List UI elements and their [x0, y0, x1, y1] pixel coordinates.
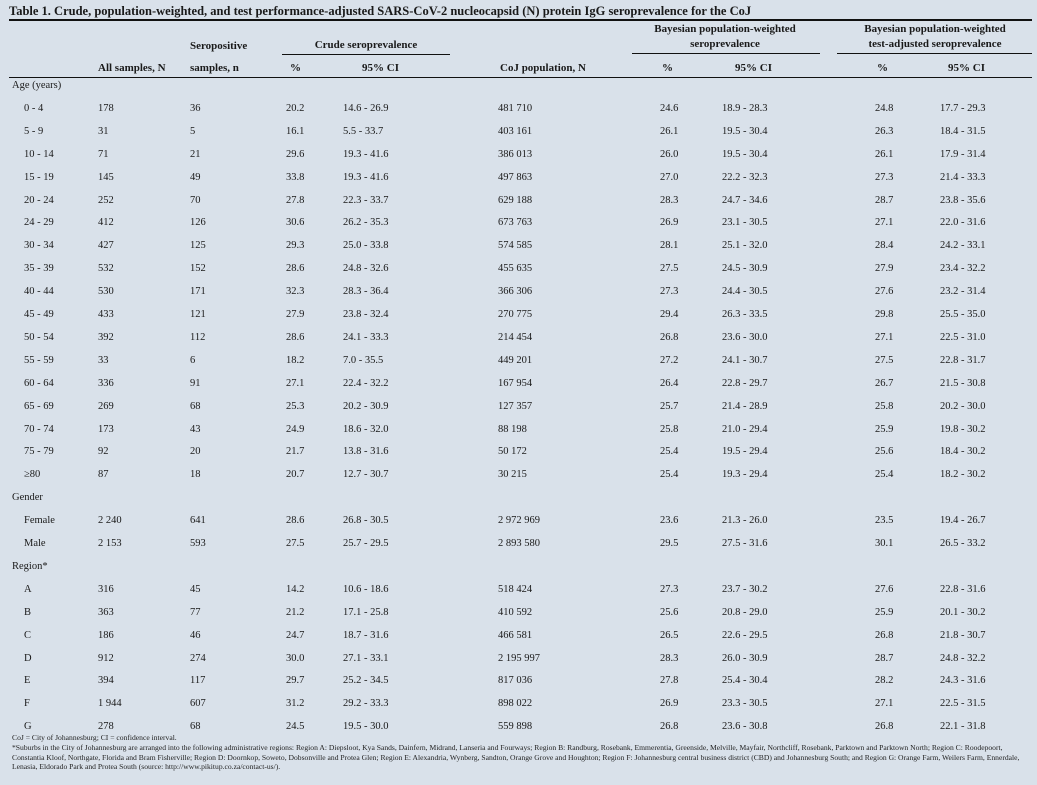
row-label-cell: 20 - 24	[24, 194, 54, 206]
bayes-pct-cell: 25.4	[660, 469, 679, 481]
crude-pct-cell: 24.5	[286, 721, 305, 733]
bayes-ci-cell: 23.3 - 30.5	[722, 698, 768, 710]
coj-population-cell: 270 775	[498, 309, 533, 320]
coj-population-cell: 2 195 997	[498, 652, 540, 664]
crude-ci-cell: 22.3 - 33.7	[343, 194, 389, 206]
bayes-ci-cell: 26.0 - 30.9	[722, 652, 768, 664]
adjusted-pct-cell: 25.8	[875, 400, 894, 412]
crude-ci-cell: 29.2 - 33.3	[343, 698, 389, 710]
adjusted-pct-cell: 28.7	[875, 652, 894, 664]
crude-ci-cell: 23.8 - 32.4	[343, 309, 389, 320]
coj-population-cell: 167 954	[498, 377, 533, 389]
adjusted-ci-cell: 17.7 - 29.3	[940, 102, 986, 114]
bayes-ci-cell: 20.8 - 29.0	[722, 606, 768, 618]
adjusted-pct-cell: 27.1	[875, 331, 894, 343]
bayes-pct-cell: 26.8	[660, 331, 679, 343]
coj-population-cell: 817 036	[498, 675, 533, 687]
seropositive-cell: 5	[190, 125, 196, 137]
coj-population-cell: 50 172	[498, 446, 527, 458]
adjusted-pct-cell: 25.9	[875, 423, 894, 435]
seropositive-cell: 607	[190, 698, 206, 710]
all-samples-cell: 173	[98, 423, 114, 435]
adjusted-ci-cell: 18.2 - 30.2	[940, 469, 986, 481]
crude-pct-cell: 29.7	[286, 675, 305, 687]
bayes-pct-cell: 25.8	[660, 423, 679, 435]
bayes-ci-cell: 24.5 - 30.9	[722, 263, 768, 275]
seropositive-cell: 641	[190, 515, 206, 527]
all-samples-cell: 252	[98, 194, 114, 206]
all-samples-cell: 71	[98, 148, 109, 160]
adjusted-ci-cell: 24.8 - 32.2	[940, 652, 986, 664]
adjusted-pct-cell: 25.6	[875, 446, 894, 458]
bayes-pct-cell: 25.7	[660, 400, 679, 412]
adjusted-ci-cell: 18.4 - 31.5	[940, 125, 986, 137]
crude-ci-cell: 19.3 - 41.6	[343, 148, 389, 160]
seropositive-cell: 68	[190, 721, 201, 733]
seropositive-cell: 91	[190, 377, 201, 389]
all-samples-cell: 392	[98, 331, 114, 343]
all-samples-cell: 336	[98, 377, 114, 389]
coj-population-cell: 2 893 580	[498, 538, 540, 549]
coj-population-cell: 410 592	[498, 606, 533, 618]
row-label-cell: G	[24, 721, 32, 733]
row-label-cell: 30 - 34	[24, 240, 54, 252]
all-samples-cell: 912	[98, 652, 114, 664]
row-label-cell: 40 - 44	[24, 286, 54, 298]
adjusted-pct-cell: 26.7	[875, 377, 894, 389]
bayes-ci-cell: 24.1 - 30.7	[722, 354, 768, 366]
adjusted-ci-cell: 23.8 - 35.6	[940, 194, 986, 206]
bayes-ci-cell: 21.4 - 28.9	[722, 400, 768, 412]
crude-pct-cell: 18.2	[286, 354, 305, 366]
seropositive-cell: 21	[190, 148, 201, 160]
bayes-pct-cell: 26.9	[660, 698, 679, 710]
all-samples-cell: 87	[98, 469, 109, 481]
crude-ci-cell: 26.8 - 30.5	[343, 515, 389, 527]
header-crude-ci: 95% CI	[362, 62, 399, 74]
coj-population-cell: 481 710	[498, 102, 533, 114]
bayes-pct-cell: 26.8	[660, 721, 679, 733]
table-title: Table 1. Crude, population-weighted, and test performance-adjusted SARS-CoV-2 nucleocapsid (N) protein IgG seroprevalence for the CoJ	[9, 4, 752, 18]
bayes-pct-cell: 29.5	[660, 538, 679, 549]
crude-pct-cell: 32.3	[286, 286, 305, 298]
coj-population-cell: 518 424	[498, 583, 533, 595]
crude-pct-cell: 28.6	[286, 331, 305, 343]
crude-pct-cell: 27.1	[286, 377, 305, 389]
crude-ci-cell: 20.2 - 30.9	[343, 400, 389, 412]
seropositive-cell: 117	[190, 675, 206, 687]
all-samples-cell: 145	[98, 171, 114, 183]
header-bayes-pct: %	[662, 62, 673, 74]
bayes-pct-cell: 26.4	[660, 377, 679, 389]
adjusted-pct-cell: 26.8	[875, 629, 894, 641]
adjusted-ci-cell: 24.2 - 33.1	[940, 240, 986, 252]
row-label-cell: 24 - 29	[24, 217, 54, 229]
crude-ci-cell: 7.0 - 35.5	[343, 354, 384, 366]
adjusted-ci-cell: 22.8 - 31.6	[940, 583, 986, 595]
bayes-ci-cell: 24.4 - 30.5	[722, 286, 768, 298]
adjusted-pct-cell: 28.7	[875, 194, 894, 206]
crude-ci-cell: 13.8 - 31.6	[343, 446, 389, 458]
all-samples-cell: 269	[98, 400, 114, 412]
crude-pct-cell: 30.0	[286, 652, 305, 664]
header-adjusted-ci: 95% CI	[948, 62, 985, 74]
section-heading: Gender	[12, 492, 43, 504]
crude-pct-cell: 30.6	[286, 217, 305, 229]
adjusted-ci-cell: 22.5 - 31.5	[940, 698, 986, 710]
row-label-cell: A	[24, 583, 32, 595]
footnote-abbreviations: CoJ = City of Johannesburg; CI = confidence interval.	[12, 733, 177, 742]
crude-pct-cell: 28.6	[286, 515, 305, 527]
bayes-pct-cell: 23.6	[660, 515, 679, 527]
seropositive-cell: 20	[190, 446, 201, 458]
coj-population-cell: 497 863	[498, 171, 533, 183]
all-samples-cell: 316	[98, 583, 114, 595]
crude-pct-cell: 21.2	[286, 606, 305, 618]
header-adjusted-group-line2: test-adjusted seroprevalence	[868, 38, 1002, 50]
crude-ci-cell: 24.1 - 33.3	[343, 331, 389, 343]
all-samples-cell: 2 240	[98, 515, 122, 527]
bayes-pct-cell: 29.4	[660, 309, 679, 320]
adjusted-ci-cell: 22.0 - 31.6	[940, 217, 986, 229]
seropositive-cell: 171	[190, 286, 206, 298]
seropositive-cell: 126	[190, 217, 206, 229]
coj-population-cell: 214 454	[498, 331, 533, 343]
adjusted-pct-cell: 26.3	[875, 125, 894, 137]
coj-population-cell: 673 763	[498, 217, 533, 229]
adjusted-ci-cell: 17.9 - 31.4	[940, 148, 986, 160]
bayes-pct-cell: 27.0	[660, 171, 679, 183]
coj-population-cell: 574 585	[498, 240, 533, 252]
bayes-ci-cell: 18.9 - 28.3	[722, 102, 768, 114]
coj-population-cell: 455 635	[498, 263, 533, 275]
crude-pct-cell: 16.1	[286, 125, 305, 137]
bayes-ci-cell: 23.7 - 30.2	[722, 583, 768, 595]
bayes-ci-cell: 23.6 - 30.8	[722, 721, 768, 733]
bayes-ci-cell: 26.3 - 33.5	[722, 309, 768, 320]
header-crude-group: Crude seroprevalence	[314, 39, 418, 51]
header-bayes-group-line1: Bayesian population-weighted	[654, 23, 796, 35]
bayes-ci-cell: 19.3 - 29.4	[722, 469, 768, 481]
adjusted-ci-cell: 22.5 - 31.0	[940, 331, 986, 343]
bayes-pct-cell: 24.6	[660, 102, 679, 114]
row-label-cell: 0 - 4	[24, 102, 44, 114]
adjusted-ci-cell: 19.4 - 26.7	[940, 515, 986, 527]
adjusted-ci-cell: 19.8 - 30.2	[940, 423, 986, 435]
header-crude-pct: %	[290, 62, 301, 74]
crude-pct-cell: 27.5	[286, 538, 305, 549]
coj-population-cell: 30 215	[498, 469, 527, 481]
row-label-cell: ≥80	[24, 469, 41, 481]
coj-population-cell: 559 898	[498, 721, 533, 733]
crude-pct-cell: 24.9	[286, 423, 305, 435]
coj-population-cell: 366 306	[498, 286, 533, 298]
bayes-pct-cell: 27.8	[660, 675, 679, 687]
bayes-pct-cell: 28.3	[660, 194, 679, 206]
bayes-pct-cell: 26.0	[660, 148, 679, 160]
adjusted-pct-cell: 28.2	[875, 675, 894, 687]
seropositive-cell: 45	[190, 583, 201, 595]
seropositive-cell: 77	[190, 606, 201, 618]
crude-ci-cell: 28.3 - 36.4	[343, 286, 389, 298]
adjusted-ci-cell: 21.5 - 30.8	[940, 377, 986, 389]
crude-ci-cell: 25.0 - 33.8	[343, 240, 389, 252]
crude-ci-cell: 18.7 - 31.6	[343, 629, 389, 641]
header-seropositive-line2: samples, n	[190, 62, 239, 74]
bayes-pct-cell: 28.3	[660, 652, 679, 664]
bayes-ci-cell: 23.6 - 30.0	[722, 331, 768, 343]
bayes-pct-cell: 25.4	[660, 446, 679, 458]
header-bayes-group-line2: seroprevalence	[690, 38, 760, 50]
bayes-ci-cell: 25.1 - 32.0	[722, 240, 768, 252]
adjusted-group-rule	[837, 53, 1032, 54]
seropositive-cell: 49	[190, 171, 201, 183]
crude-pct-cell: 20.7	[286, 469, 305, 481]
adjusted-ci-cell: 21.8 - 30.7	[940, 629, 986, 641]
row-label-cell: Female	[24, 515, 55, 527]
crude-pct-cell: 14.2	[286, 583, 305, 595]
seropositive-cell: 125	[190, 240, 206, 252]
adjusted-ci-cell: 21.4 - 33.3	[940, 171, 986, 183]
seropositive-cell: 43	[190, 423, 201, 435]
header-seropositive-line1: Seropositive	[190, 40, 248, 52]
adjusted-pct-cell: 27.5	[875, 354, 894, 366]
adjusted-ci-cell: 23.2 - 31.4	[940, 286, 986, 298]
crude-ci-cell: 10.6 - 18.6	[343, 583, 389, 595]
crude-ci-cell: 27.1 - 33.1	[343, 652, 389, 664]
adjusted-ci-cell: 20.1 - 30.2	[940, 606, 986, 618]
bayes-pct-cell: 27.5	[660, 263, 679, 275]
coj-population-cell: 2 972 969	[498, 515, 540, 527]
row-label-cell: 50 - 54	[24, 331, 54, 343]
crude-ci-cell: 25.7 - 29.5	[343, 538, 389, 549]
bayes-group-rule	[632, 53, 820, 54]
bayes-ci-cell: 19.5 - 30.4	[722, 125, 768, 137]
bayes-pct-cell: 26.9	[660, 217, 679, 229]
all-samples-cell: 178	[98, 102, 114, 114]
all-samples-cell: 433	[98, 309, 114, 320]
crude-pct-cell: 29.6	[286, 148, 305, 160]
coj-population-cell: 403 161	[498, 125, 533, 137]
row-label-cell: 70 - 74	[24, 423, 54, 435]
adjusted-pct-cell: 23.5	[875, 515, 894, 527]
footnote-regions: *Suburbs in the City of Johannesburg are arranged into the following administrative regions: Region A: Diepsloot, Kya Sands, Dainfern, Midrand, Lanseria and Fourways; Region B: Randburg, Rosebank, Emmerentia, Greenside, Melville, Mayfair, Northcliff, Rosebank, Parktown and Parktown North; Region C: Roodepoort, Constantia Kloof, Northgate, Florida and Bram Fisherville; Region D: Doornkop, Soweto, Dobsonville and Protea Glen; Region E: Alexandria, Wynberg, Sandton, Orange Grove and Houghton; Region F: Johannesburg central business district (CBD) and Johannesburg South; and Region G: Orange Farm, Weilers Farm, Ennerdale, Lenasia, Eldorado Park and Protea South (source: http://www.pikitup.co.za/contact-us/).	[12, 743, 1020, 772]
seropositive-cell: 6	[190, 354, 196, 366]
adjusted-ci-cell: 23.4 - 32.2	[940, 263, 986, 275]
crude-ci-cell: 19.3 - 41.6	[343, 171, 389, 183]
adjusted-ci-cell: 24.3 - 31.6	[940, 675, 986, 687]
row-label-cell: 10 - 14	[24, 148, 54, 160]
seropositive-cell: 70	[190, 194, 201, 206]
all-samples-cell: 412	[98, 217, 114, 229]
adjusted-ci-cell: 22.1 - 31.8	[940, 721, 986, 733]
seropositive-cell: 36	[190, 102, 201, 114]
bayes-pct-cell: 28.1	[660, 240, 679, 252]
adjusted-pct-cell: 28.4	[875, 240, 894, 252]
row-label-cell: 75 - 79	[24, 446, 54, 458]
bayes-pct-cell: 27.2	[660, 354, 679, 366]
crude-ci-cell: 22.4 - 32.2	[343, 377, 389, 389]
header-all-samples: All samples, N	[98, 62, 166, 74]
coj-population-cell: 127 357	[498, 400, 533, 412]
seropositive-cell: 593	[190, 538, 206, 549]
all-samples-cell: 33	[98, 354, 109, 366]
bayes-pct-cell: 26.1	[660, 125, 679, 137]
adjusted-pct-cell: 27.3	[875, 171, 894, 183]
bayes-ci-cell: 22.2 - 32.3	[722, 171, 768, 183]
row-label-cell: 35 - 39	[24, 263, 54, 275]
adjusted-ci-cell: 25.5 - 35.0	[940, 309, 986, 320]
crude-pct-cell: 27.8	[286, 194, 305, 206]
coj-population-cell: 449 201	[498, 354, 533, 366]
crude-ci-cell: 24.8 - 32.6	[343, 263, 389, 275]
row-label-cell: E	[24, 675, 31, 687]
seropositive-cell: 18	[190, 469, 201, 481]
crude-ci-cell: 17.1 - 25.8	[343, 606, 389, 618]
seropositive-cell: 112	[190, 331, 206, 343]
all-samples-cell: 31	[98, 125, 109, 137]
header-coj-population: CoJ population, N	[500, 62, 586, 74]
crude-ci-cell: 25.2 - 34.5	[343, 675, 389, 687]
all-samples-cell: 2 153	[98, 538, 122, 549]
adjusted-pct-cell: 25.9	[875, 606, 894, 618]
bayes-ci-cell: 21.0 - 29.4	[722, 423, 768, 435]
bayes-pct-cell: 25.6	[660, 606, 679, 618]
seropositive-cell: 121	[190, 309, 206, 320]
all-samples-cell: 186	[98, 629, 114, 641]
bayes-ci-cell: 21.3 - 26.0	[722, 515, 768, 527]
bayes-pct-cell: 26.5	[660, 629, 679, 641]
bayes-ci-cell: 22.6 - 29.5	[722, 629, 768, 641]
all-samples-cell: 530	[98, 286, 114, 298]
header-bayes-ci: 95% CI	[735, 62, 772, 74]
row-label-cell: 45 - 49	[24, 309, 54, 320]
adjusted-pct-cell: 30.1	[875, 538, 894, 549]
crude-pct-cell: 29.3	[286, 240, 305, 252]
crude-pct-cell: 21.7	[286, 446, 305, 458]
adjusted-pct-cell: 25.4	[875, 469, 894, 481]
title-rule	[9, 19, 1032, 21]
section-heading: Age (years)	[12, 80, 62, 91]
seropositive-cell: 274	[190, 652, 206, 664]
bayes-ci-cell: 25.4 - 30.4	[722, 675, 768, 687]
all-samples-cell: 1 944	[98, 698, 122, 710]
crude-pct-cell: 25.3	[286, 400, 305, 412]
crude-pct-cell: 20.2	[286, 102, 305, 114]
crude-pct-cell: 33.8	[286, 171, 305, 183]
header-bottom-rule	[9, 77, 1032, 78]
crude-pct-cell: 27.9	[286, 309, 305, 320]
crude-group-rule	[282, 54, 450, 55]
crude-ci-cell: 18.6 - 32.0	[343, 423, 389, 435]
crude-ci-cell: 26.2 - 35.3	[343, 217, 389, 229]
all-samples-cell: 394	[98, 675, 114, 687]
row-label-cell: 65 - 69	[24, 400, 54, 412]
crude-ci-cell: 5.5 - 33.7	[343, 125, 384, 137]
adjusted-ci-cell: 20.2 - 30.0	[940, 400, 986, 412]
coj-population-cell: 629 188	[498, 194, 533, 206]
row-label-cell: F	[24, 698, 30, 710]
adjusted-ci-cell: 26.5 - 33.2	[940, 538, 986, 549]
all-samples-cell: 92	[98, 446, 109, 458]
header-adjusted-group-line1: Bayesian population-weighted	[864, 23, 1006, 35]
crude-pct-cell: 31.2	[286, 698, 305, 710]
crude-ci-cell: 19.5 - 30.0	[343, 721, 389, 733]
adjusted-pct-cell: 27.6	[875, 286, 894, 298]
coj-population-cell: 386 013	[498, 148, 533, 160]
adjusted-pct-cell: 26.1	[875, 148, 894, 160]
row-label-cell: C	[24, 629, 32, 641]
all-samples-cell: 278	[98, 721, 114, 733]
coj-population-cell: 88 198	[498, 423, 527, 435]
row-label-cell: 15 - 19	[24, 171, 54, 183]
header-adjusted-pct: %	[877, 62, 888, 74]
crude-pct-cell: 24.7	[286, 629, 305, 641]
crude-ci-cell: 14.6 - 26.9	[343, 102, 389, 114]
adjusted-pct-cell: 27.1	[875, 217, 894, 229]
all-samples-cell: 363	[98, 606, 114, 618]
row-label-cell: Male	[24, 538, 46, 549]
bayes-pct-cell: 27.3	[660, 286, 679, 298]
crude-pct-cell: 28.6	[286, 263, 305, 275]
bayes-ci-cell: 19.5 - 29.4	[722, 446, 768, 458]
adjusted-pct-cell: 27.6	[875, 583, 894, 595]
adjusted-pct-cell: 27.9	[875, 263, 894, 275]
bayes-ci-cell: 27.5 - 31.6	[722, 538, 768, 549]
coj-population-cell: 466 581	[498, 629, 533, 641]
adjusted-ci-cell: 22.8 - 31.7	[940, 354, 986, 366]
coj-population-cell: 898 022	[498, 698, 533, 710]
all-samples-cell: 427	[98, 240, 114, 252]
bayes-ci-cell: 22.8 - 29.7	[722, 377, 768, 389]
seropositive-cell: 46	[190, 629, 201, 641]
row-label-cell: B	[24, 606, 32, 618]
adjusted-pct-cell: 26.8	[875, 721, 894, 733]
adjusted-pct-cell: 24.8	[875, 102, 894, 114]
bayes-pct-cell: 27.3	[660, 583, 679, 595]
bayes-ci-cell: 24.7 - 34.6	[722, 194, 768, 206]
seropositive-cell: 152	[190, 263, 206, 275]
bayes-ci-cell: 23.1 - 30.5	[722, 217, 768, 229]
row-label-cell: 5 - 9	[24, 125, 44, 137]
row-label-cell: D	[24, 652, 32, 664]
adjusted-pct-cell: 27.1	[875, 698, 894, 710]
seropositive-cell: 68	[190, 400, 201, 412]
bayes-ci-cell: 19.5 - 30.4	[722, 148, 768, 160]
adjusted-ci-cell: 18.4 - 30.2	[940, 446, 986, 458]
section-heading: Region*	[12, 560, 48, 572]
row-label-cell: 55 - 59	[24, 354, 54, 366]
crude-ci-cell: 12.7 - 30.7	[343, 469, 389, 481]
all-samples-cell: 532	[98, 263, 114, 275]
adjusted-pct-cell: 29.8	[875, 309, 894, 320]
row-label-cell: 60 - 64	[24, 377, 54, 389]
